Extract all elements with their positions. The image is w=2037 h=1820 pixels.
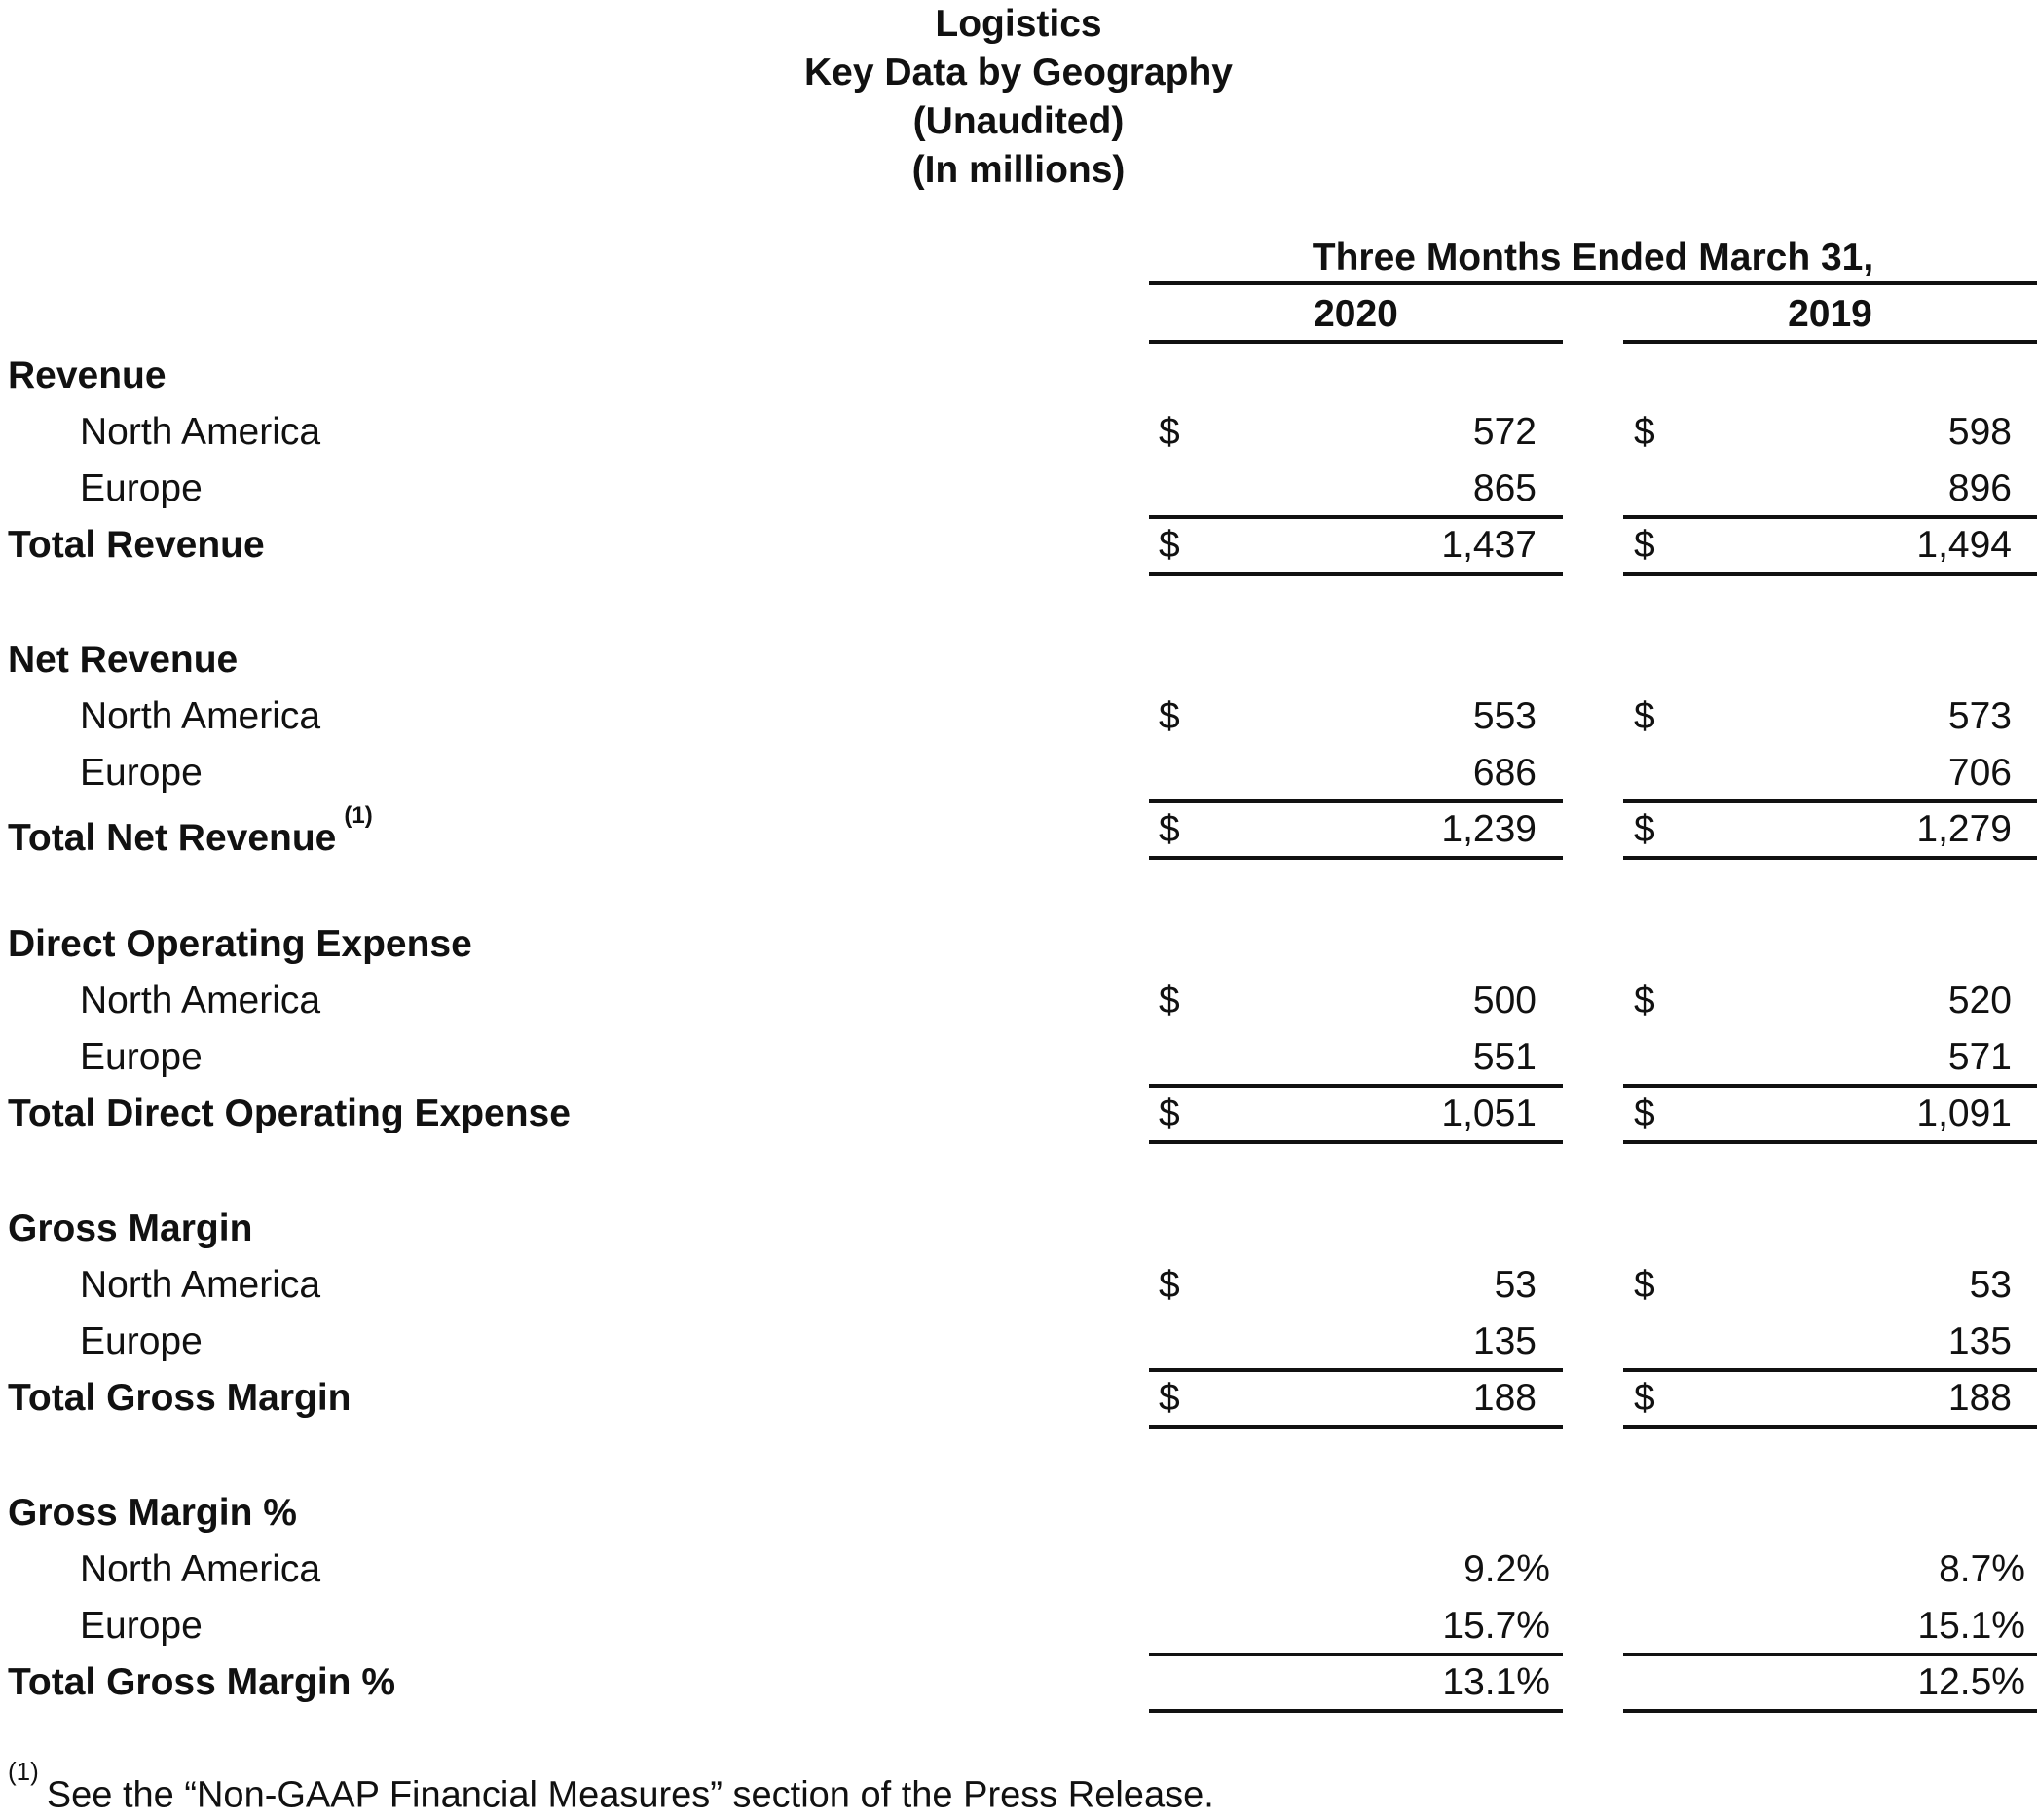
year-underline-2019	[1623, 340, 2037, 344]
row-label: Direct Operating Expense	[8, 923, 472, 965]
value-2019: 1,279	[1916, 808, 2012, 850]
currency-symbol: $	[1634, 1264, 1655, 1306]
currency-symbol: $	[1159, 411, 1180, 453]
footnote-text: See the “Non-GAAP Financial Measures” section of the Press Release.	[46, 1774, 1214, 1816]
value-2019: 15.1%	[1917, 1605, 2025, 1647]
table-row	[0, 973, 2037, 1029]
currency-symbol: $	[1159, 980, 1180, 1021]
row-label: North America	[80, 1548, 321, 1590]
row-label: Europe	[80, 1320, 203, 1362]
value-2019: 53	[1969, 1264, 2012, 1306]
total-rule	[1149, 1709, 1563, 1713]
value-2020: 1,437	[1441, 524, 1537, 566]
table-row	[0, 1314, 2037, 1370]
table-row	[0, 1257, 2037, 1314]
total-rule	[1623, 1709, 2037, 1713]
currency-symbol: $	[1634, 980, 1655, 1021]
value-2019: 598	[1947, 411, 2012, 453]
title-line-2: Key Data by Geography	[804, 52, 1233, 93]
currency-symbol: $	[1159, 524, 1180, 566]
table-row	[0, 404, 2037, 461]
year-2019: 2019	[1788, 293, 1872, 335]
row-label: North America	[80, 980, 321, 1021]
currency-symbol: $	[1634, 1093, 1655, 1134]
section-header-row	[0, 1485, 2037, 1541]
value-2020: 13.1%	[1442, 1661, 1550, 1703]
table-row	[0, 745, 2037, 801]
title-line-1: Logistics	[935, 3, 1102, 45]
total-rule	[1623, 1425, 2037, 1429]
total-row	[0, 1654, 2037, 1711]
total-rule	[1149, 1425, 1563, 1429]
table-row	[0, 1029, 2037, 1086]
total-rule	[1623, 856, 2037, 860]
total-rule	[1623, 1140, 2037, 1144]
value-2020: 188	[1472, 1377, 1537, 1419]
section-header-row	[0, 1201, 2037, 1257]
section-header-row	[0, 916, 2037, 973]
total-rule	[1149, 1140, 1563, 1144]
currency-symbol: $	[1634, 1377, 1655, 1419]
value-2019: 520	[1947, 980, 2012, 1021]
row-label: Total Gross Margin %	[8, 1661, 395, 1703]
year-2020: 2020	[1314, 293, 1398, 335]
value-2020: 1,239	[1441, 808, 1537, 850]
value-2019: 896	[1947, 467, 2012, 509]
title-line-3: (Unaudited)	[912, 100, 1125, 142]
footnote	[8, 1757, 1214, 1820]
currency-symbol: $	[1159, 1093, 1180, 1134]
value-2019: 8.7%	[1939, 1548, 2025, 1590]
row-label: Total Revenue	[8, 524, 265, 566]
year-underline-2020	[1149, 340, 1563, 344]
value-2019: 571	[1947, 1036, 2012, 1078]
currency-symbol: $	[1159, 695, 1180, 737]
value-2020: 686	[1472, 752, 1537, 794]
total-row	[0, 801, 2037, 858]
value-2020: 572	[1472, 411, 1537, 453]
value-2020: 53	[1494, 1264, 1537, 1306]
row-label: North America	[80, 1264, 321, 1306]
value-2019: 1,494	[1916, 524, 2012, 566]
total-rule	[1623, 572, 2037, 576]
value-2020: 15.7%	[1442, 1605, 1550, 1647]
row-label: Net Revenue	[8, 639, 239, 681]
row-label-wrap	[8, 801, 373, 867]
row-label: Europe	[80, 752, 203, 794]
total-rule	[1149, 572, 1563, 576]
total-row	[0, 1370, 2037, 1427]
currency-symbol: $	[1159, 1377, 1180, 1419]
value-2020: 553	[1472, 695, 1537, 737]
currency-symbol: $	[1159, 808, 1180, 850]
value-2020: 135	[1472, 1320, 1537, 1362]
currency-symbol: $	[1634, 524, 1655, 566]
footnote-marker: (1)	[8, 1757, 39, 1786]
row-label: Gross Margin	[8, 1207, 253, 1249]
row-label: Europe	[80, 1036, 203, 1078]
footnote-ref: (1)	[344, 802, 373, 829]
row-label: Total Direct Operating Expense	[8, 1093, 571, 1134]
total-row	[0, 1086, 2037, 1142]
value-2019: 12.5%	[1917, 1661, 2025, 1703]
row-label: Europe	[80, 1605, 203, 1647]
section-header-row	[0, 632, 2037, 688]
value-2020: 865	[1472, 467, 1537, 509]
value-2019: 188	[1947, 1377, 2012, 1419]
value-2020: 500	[1472, 980, 1537, 1021]
value-2020: 9.2%	[1463, 1548, 1550, 1590]
currency-symbol: $	[1634, 695, 1655, 737]
total-row	[0, 517, 2037, 574]
row-label: North America	[80, 411, 321, 453]
row-label: Total Gross Margin	[8, 1377, 352, 1419]
value-2019: 573	[1947, 695, 2012, 737]
currency-symbol: $	[1159, 1264, 1180, 1306]
row-label: North America	[80, 695, 321, 737]
value-2020: 1,051	[1441, 1093, 1537, 1134]
row-label: Total Net Revenue	[8, 817, 337, 859]
row-label: Europe	[80, 467, 203, 509]
row-label: Gross Margin %	[8, 1492, 297, 1534]
table-row	[0, 1541, 2037, 1598]
value-2019: 706	[1947, 752, 2012, 794]
value-2019: 1,091	[1916, 1093, 2012, 1134]
table-row	[0, 688, 2037, 745]
currency-symbol: $	[1634, 411, 1655, 453]
period-underline	[1149, 281, 2037, 285]
table-row	[0, 461, 2037, 517]
section-header-row	[0, 348, 2037, 404]
row-label: Revenue	[8, 354, 167, 396]
table-row	[0, 1598, 2037, 1654]
total-rule	[1149, 856, 1563, 860]
currency-symbol: $	[1634, 808, 1655, 850]
value-2019: 135	[1947, 1320, 2012, 1362]
value-2020: 551	[1472, 1036, 1537, 1078]
period-header: Three Months Ended March 31,	[1312, 237, 1874, 279]
title-line-4: (In millions)	[911, 149, 1126, 191]
